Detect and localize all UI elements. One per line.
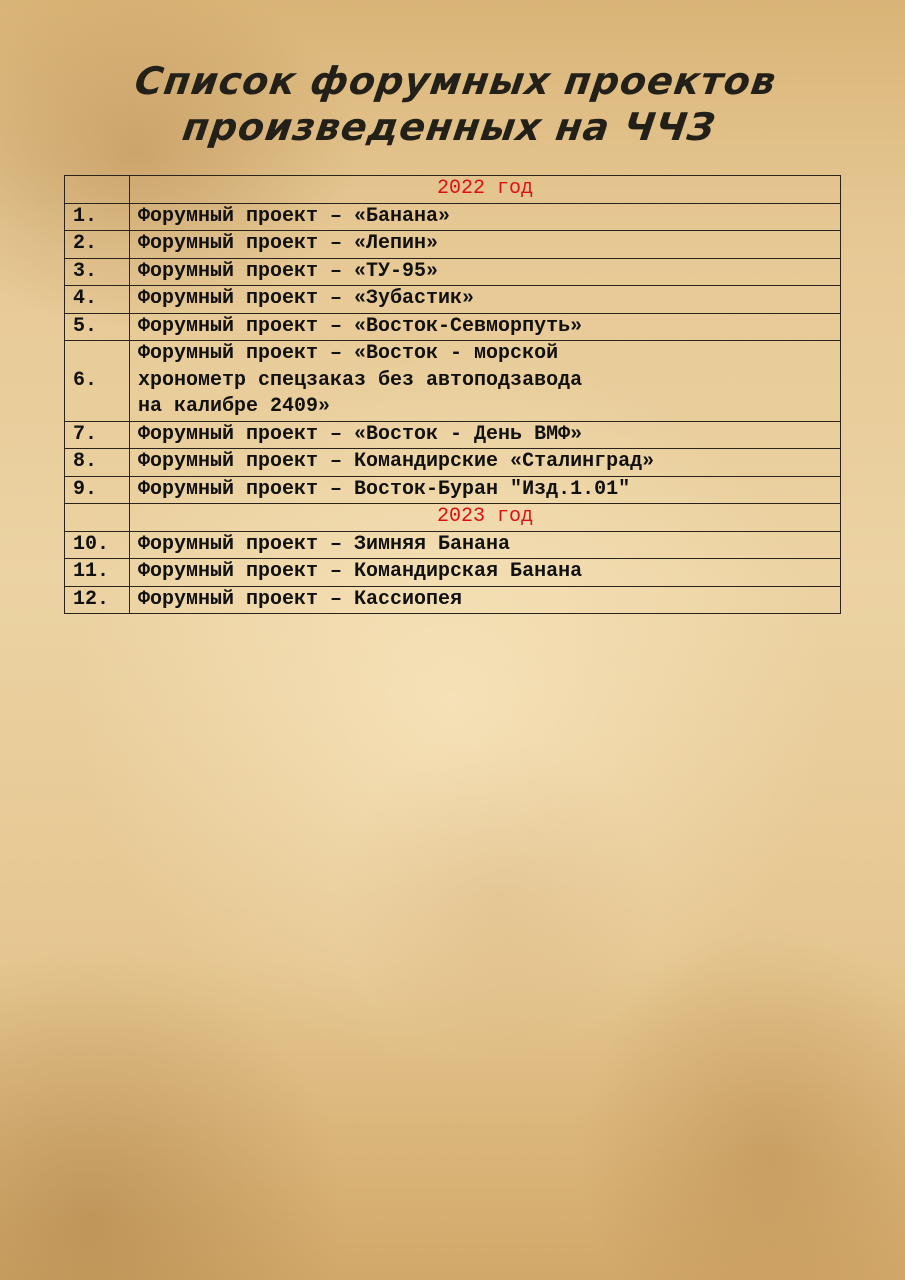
projects-table: [64, 175, 841, 614]
year-row-2022: [65, 176, 841, 204]
table-row: [65, 258, 841, 286]
year-row-2023: [65, 504, 841, 532]
project-name: Форумный проект – «Восток-Севморпуть»: [130, 313, 841, 341]
row-number: 1.: [65, 203, 130, 231]
project-name: Форумный проект – «Лепин»: [130, 231, 841, 259]
table-row: [65, 313, 841, 341]
project-name: Форумный проект – «ТУ-95»: [130, 258, 841, 286]
table-row: [65, 203, 841, 231]
row-number: 6.: [65, 341, 130, 422]
project-name: Форумный проект – Зимняя Банана: [130, 531, 841, 559]
project-name: Форумный проект – Командирские «Сталинград»: [130, 449, 841, 477]
year-label: 2023 год: [130, 504, 841, 532]
row-number: 12.: [65, 586, 130, 614]
project-name-line: хронометр спецзаказ без автоподзавода: [138, 368, 583, 392]
table-row: [65, 476, 841, 504]
project-name: Форумный проект – «Восток - День ВМФ»: [130, 421, 841, 449]
project-name: [130, 341, 841, 422]
title-line-1: Список форумных проектов: [132, 59, 780, 103]
table-row: [65, 341, 841, 422]
table-cell-empty: [65, 504, 130, 532]
table-row: [65, 559, 841, 587]
row-number: 4.: [65, 286, 130, 314]
row-number: 11.: [65, 559, 130, 587]
row-number: 10.: [65, 531, 130, 559]
project-name-line: Форумный проект – «Восток - морской: [138, 342, 559, 365]
row-number: 9.: [65, 476, 130, 504]
table-cell-empty: [65, 176, 130, 204]
table-row: [65, 421, 841, 449]
project-name: Форумный проект – «Зубастик»: [130, 286, 841, 314]
table-row: [65, 586, 841, 614]
row-number: 7.: [65, 421, 130, 449]
year-label: 2022 год: [130, 176, 841, 204]
project-name-line: на калибре 2409»: [138, 395, 331, 418]
row-number: 8.: [65, 449, 130, 477]
project-name: Форумный проект – Командирская Банана: [130, 559, 841, 587]
project-name: Форумный проект – Восток-Буран "Изд.1.01": [130, 476, 841, 504]
table-row: [65, 286, 841, 314]
table-row: [65, 231, 841, 259]
row-number: 5.: [65, 313, 130, 341]
table-row: [65, 531, 841, 559]
row-number: 3.: [65, 258, 130, 286]
row-number: 2.: [65, 231, 130, 259]
project-name: Форумный проект – «Банана»: [130, 203, 841, 231]
table-row: [65, 449, 841, 477]
title-line-2: произведенных на ЧЧЗ: [179, 105, 719, 149]
page-title: [0, 58, 905, 150]
project-name: Форумный проект – Кассиопея: [130, 586, 841, 614]
